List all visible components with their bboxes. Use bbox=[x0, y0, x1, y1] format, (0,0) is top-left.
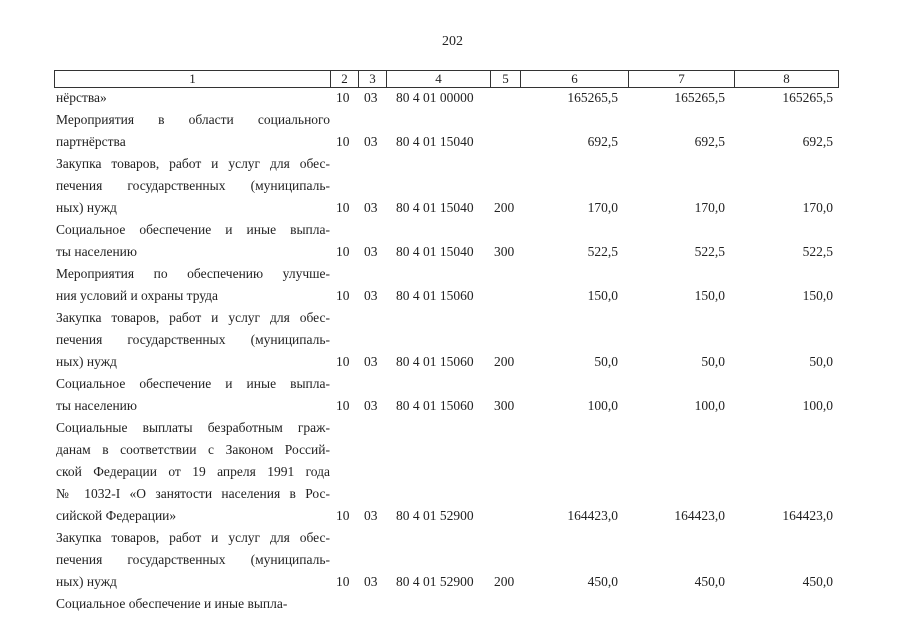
cell-c8: 100,0 bbox=[802, 398, 833, 413]
cell-c7: 450,0 bbox=[694, 574, 725, 589]
cell-c4: 80 4 01 15040 bbox=[396, 244, 474, 259]
cell-c8: 164423,0 bbox=[782, 508, 833, 523]
cell-c2: 10 bbox=[336, 200, 350, 215]
description-line: ской Федерации от 19 апреля 1991 года bbox=[56, 464, 330, 479]
table-row bbox=[0, 109, 905, 153]
description-line: печения государственных (муниципаль- bbox=[56, 178, 330, 193]
cell-c4: 80 4 01 15060 bbox=[396, 354, 474, 369]
table-header bbox=[54, 70, 839, 88]
description-line: Закупка товаров, работ и услуг для обес- bbox=[56, 530, 330, 545]
cell-c2: 10 bbox=[336, 354, 350, 369]
row-description bbox=[56, 307, 330, 373]
row-description bbox=[56, 263, 330, 307]
header-col-5: 5 bbox=[490, 71, 520, 87]
cell-c7: 165265,5 bbox=[674, 90, 725, 105]
cell-c3: 03 bbox=[364, 244, 378, 259]
cell-c3: 03 bbox=[364, 288, 378, 303]
header-col-4: 4 bbox=[386, 71, 490, 87]
cell-c8: 165265,5 bbox=[782, 90, 833, 105]
cell-c6: 165265,5 bbox=[567, 90, 618, 105]
table-row bbox=[0, 307, 905, 373]
description-line: Закупка товаров, работ и услуг для обес- bbox=[56, 310, 330, 325]
description-line: печения государственных (муниципаль- bbox=[56, 332, 330, 347]
row-description bbox=[56, 87, 330, 109]
cell-c2: 10 bbox=[336, 134, 350, 149]
cell-c3: 03 bbox=[364, 354, 378, 369]
cell-c6: 692,5 bbox=[587, 134, 618, 149]
description-line: Социальное обеспечение и иные выпла- bbox=[56, 222, 330, 237]
description-line: партнёрства bbox=[56, 134, 126, 149]
row-description bbox=[56, 593, 330, 615]
description-line: ния условий и охраны труда bbox=[56, 288, 219, 303]
table-row bbox=[0, 373, 905, 417]
cell-c6: 50,0 bbox=[594, 354, 618, 369]
header-col-8: 8 bbox=[734, 71, 838, 87]
description-line: данам в соответствии с Законом Россий- bbox=[56, 442, 330, 457]
description-line: Закупка товаров, работ и услуг для обес- bbox=[56, 156, 330, 171]
row-description bbox=[56, 109, 330, 153]
cell-c7: 100,0 bbox=[694, 398, 725, 413]
description-line: ты населению bbox=[56, 398, 137, 413]
description-line: Мероприятия по обеспечению улучше- bbox=[56, 266, 330, 281]
header-col-6: 6 bbox=[520, 71, 628, 87]
cell-c7: 164423,0 bbox=[674, 508, 725, 523]
cell-c4: 80 4 01 15060 bbox=[396, 398, 474, 413]
cell-c6: 100,0 bbox=[587, 398, 618, 413]
cell-c3: 03 bbox=[364, 398, 378, 413]
description-line: Социальные выплаты безработным граж- bbox=[56, 420, 330, 435]
description-line: ты населению bbox=[56, 244, 137, 259]
cell-c8: 522,5 bbox=[802, 244, 833, 259]
row-description bbox=[56, 373, 330, 417]
cell-c4: 80 4 01 15040 bbox=[396, 134, 474, 149]
cell-c4: 80 4 01 15060 bbox=[396, 288, 474, 303]
cell-c6: 164423,0 bbox=[567, 508, 618, 523]
cell-c7: 50,0 bbox=[701, 354, 725, 369]
cell-c2: 10 bbox=[336, 244, 350, 259]
header-col-7: 7 bbox=[628, 71, 734, 87]
table-row bbox=[0, 153, 905, 219]
table-row bbox=[0, 527, 905, 593]
cell-c3: 03 bbox=[364, 200, 378, 215]
cell-c6: 170,0 bbox=[587, 200, 618, 215]
cell-c8: 450,0 bbox=[802, 574, 833, 589]
row-description bbox=[56, 417, 330, 527]
table-row bbox=[0, 417, 905, 527]
cell-c6: 522,5 bbox=[587, 244, 618, 259]
cell-c8: 692,5 bbox=[802, 134, 833, 149]
cell-c5: 200 bbox=[494, 354, 515, 369]
row-description bbox=[56, 527, 330, 593]
cell-c2: 10 bbox=[336, 574, 350, 589]
cell-c5: 200 bbox=[494, 200, 515, 215]
description-line: ных) нужд bbox=[56, 574, 117, 589]
row-description bbox=[56, 219, 330, 263]
description-line: Социальное обеспечение и иные выпла- bbox=[56, 376, 330, 391]
table-row bbox=[0, 87, 905, 109]
cell-c2: 10 bbox=[336, 288, 350, 303]
cell-c3: 03 bbox=[364, 134, 378, 149]
description-line: Социальное обеспечение и иные выпла- bbox=[56, 596, 288, 611]
cell-c5: 300 bbox=[494, 398, 515, 413]
cell-c2: 10 bbox=[336, 90, 350, 105]
cell-c4: 80 4 01 00000 bbox=[396, 90, 474, 105]
description-line: печения государственных (муниципаль- bbox=[56, 552, 330, 567]
description-line: нёрства» bbox=[56, 90, 107, 105]
table-row bbox=[0, 219, 905, 263]
cell-c7: 692,5 bbox=[694, 134, 725, 149]
cell-c6: 450,0 bbox=[587, 574, 618, 589]
description-line: № 1032-I «О занятости населения в Рос- bbox=[56, 486, 330, 501]
cell-c8: 150,0 bbox=[802, 288, 833, 303]
cell-c7: 522,5 bbox=[694, 244, 725, 259]
cell-c2: 10 bbox=[336, 508, 350, 523]
cell-c3: 03 bbox=[364, 90, 378, 105]
cell-c3: 03 bbox=[364, 574, 378, 589]
cell-c3: 03 bbox=[364, 508, 378, 523]
cell-c7: 150,0 bbox=[694, 288, 725, 303]
page-number: 202 bbox=[442, 34, 463, 49]
cell-c4: 80 4 01 52900 bbox=[396, 508, 474, 523]
cell-c8: 170,0 bbox=[802, 200, 833, 215]
cell-c6: 150,0 bbox=[587, 288, 618, 303]
description-line: ных) нужд bbox=[56, 200, 117, 215]
cell-c5: 300 bbox=[494, 244, 515, 259]
header-col-2: 2 bbox=[330, 71, 358, 87]
cell-c4: 80 4 01 52900 bbox=[396, 574, 474, 589]
table-row bbox=[0, 263, 905, 307]
cell-c5: 200 bbox=[494, 574, 515, 589]
header-col-1: 1 bbox=[54, 71, 330, 87]
cell-c7: 170,0 bbox=[694, 200, 725, 215]
description-line: ных) нужд bbox=[56, 354, 117, 369]
description-line: Мероприятия в области социального bbox=[56, 112, 330, 127]
table-row bbox=[0, 593, 905, 615]
cell-c4: 80 4 01 15040 bbox=[396, 200, 474, 215]
description-line: сийской Федерации» bbox=[56, 508, 177, 523]
header-col-3: 3 bbox=[358, 71, 386, 87]
cell-c8: 50,0 bbox=[809, 354, 833, 369]
cell-c2: 10 bbox=[336, 398, 350, 413]
row-description bbox=[56, 153, 330, 219]
